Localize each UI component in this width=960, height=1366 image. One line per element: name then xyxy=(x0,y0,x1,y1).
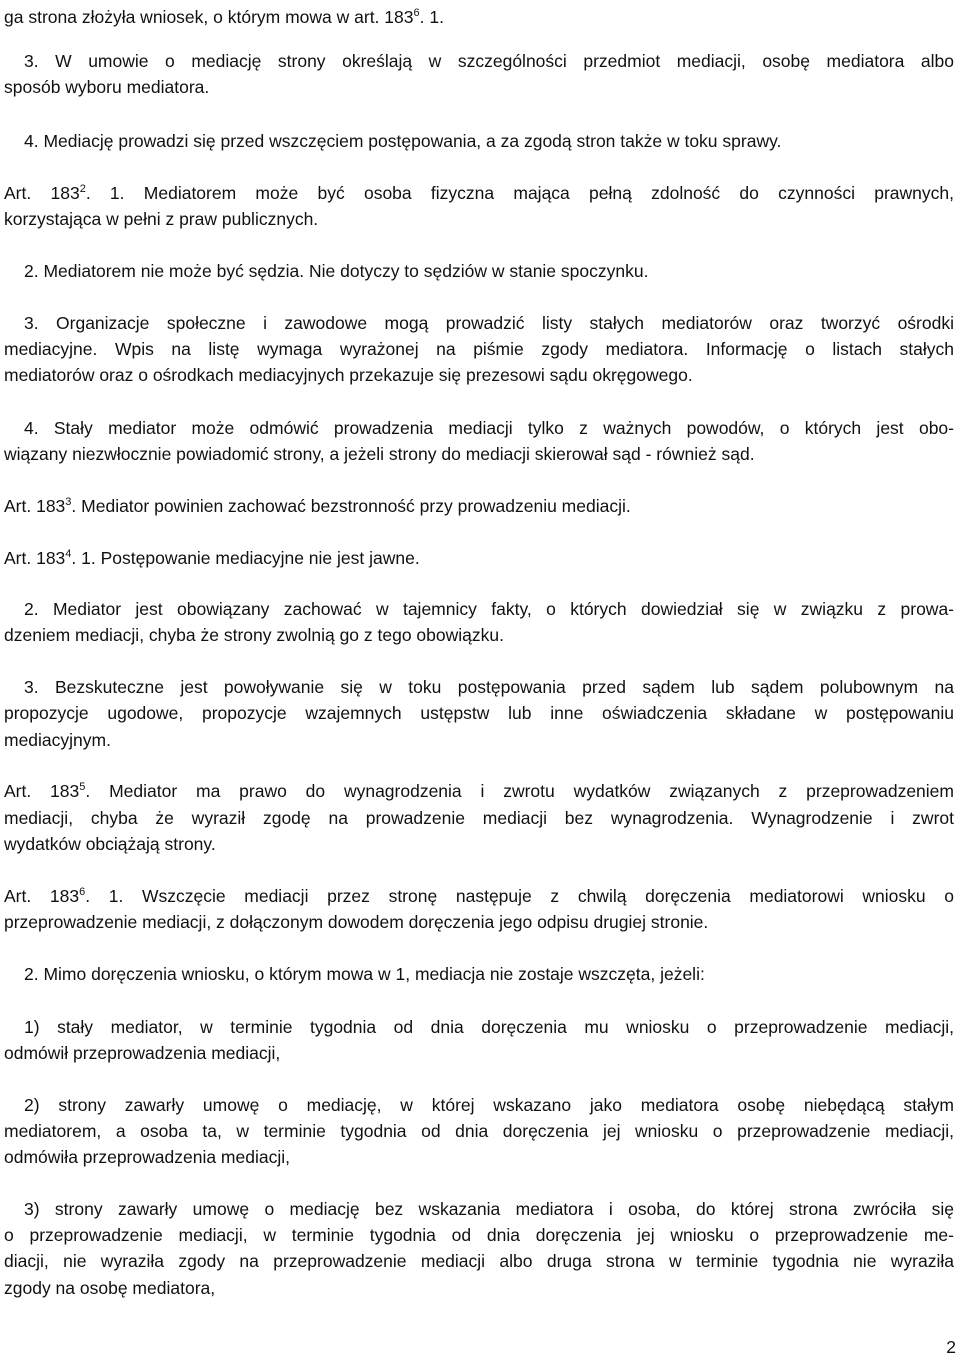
text-line xyxy=(4,674,954,700)
text-line xyxy=(4,1118,954,1144)
text-line xyxy=(4,727,954,753)
text-run: przeprowadzenie mediacji, z dołączonym dowodem doręczenia jego odpisu drugiej stronie. xyxy=(4,912,709,932)
text-run: mediacyjne. Wpis na listę wymaga wyrażonej na piśmie zgody mediatora. Informację o listach stałych xyxy=(4,339,954,359)
text-line xyxy=(4,180,954,206)
text-line xyxy=(4,48,954,74)
text-line xyxy=(4,1144,954,1170)
text-line xyxy=(4,596,954,622)
text-line xyxy=(4,961,954,987)
text-run: korzystająca w pełni z praw publicznych. xyxy=(4,209,319,229)
text-run: Art. 183 xyxy=(4,886,80,906)
text-run: 3. W umowie o mediację strony określają w szczególności przedmiot mediacji, osobę mediatora albo xyxy=(24,51,954,71)
text-run: 2. Mimo doręczenia wniosku, o którym mowa w 1, mediacja nie zostaje wszczęta, jeżeli: xyxy=(24,964,705,984)
text-line xyxy=(4,1196,954,1222)
text-run: 2) strony zawarły umowę o mediację, w której wskazano jako mediatora osobę niebędącą stałym xyxy=(24,1095,954,1115)
text-run: Art. 183 xyxy=(4,183,80,203)
text-line xyxy=(4,493,954,519)
superscript: 6 xyxy=(413,7,420,20)
superscript: 2 xyxy=(79,183,86,196)
text-line xyxy=(4,1040,954,1066)
text-line xyxy=(4,415,954,441)
text-run: mediacyjnym. xyxy=(4,730,111,750)
text-run: dzeniem mediacji, chyba że strony zwolnią go z tego obowiązku. xyxy=(4,625,504,645)
page-number: 2 xyxy=(946,1337,956,1357)
text-run: wiązany niezwłocznie powiadomić strony, a jeżeli strony do mediacji skierował sąd - również sąd. xyxy=(4,444,755,464)
text-line xyxy=(4,700,954,726)
text-run: . 1. xyxy=(419,7,444,27)
text-line xyxy=(4,1092,954,1118)
text-line xyxy=(4,778,954,804)
superscript: 5 xyxy=(79,781,86,794)
text-line xyxy=(4,362,954,388)
text-run: diacji, nie wyraziła zgody na przeprowadzenie mediacji albo druga strona w terminie tygodnia nie wyraziła xyxy=(4,1251,954,1271)
text-line xyxy=(4,1014,954,1040)
text-line xyxy=(4,1222,954,1248)
text-run: 1) stały mediator, w terminie tygodnia od dnia doręczenia mu wniosku o przeprowadzenie mediacji, xyxy=(24,1017,954,1037)
text-run: 3. Organizacje społeczne i zawodowe mogą prowadzić listy stałych mediatorów oraz tworzyć ośrodki xyxy=(24,313,954,333)
text-line xyxy=(4,545,954,571)
text-line xyxy=(4,4,954,30)
text-line xyxy=(4,336,954,362)
text-run: sposób wyboru mediatora. xyxy=(4,77,210,97)
text-line xyxy=(4,883,954,909)
text-run: . 1. Mediatorem może być osoba fizyczna mająca pełną zdolność do czynności prawnych, xyxy=(85,183,954,203)
text-run: 2. Mediator jest obowiązany zachować w tajemnicy fakty, o których dowiedział się w związku z prowa- xyxy=(24,599,954,619)
text-line xyxy=(4,831,954,857)
text-run: . 1. Postępowanie mediacyjne nie jest jawne. xyxy=(71,548,420,568)
text-run: . Mediator ma prawo do wynagrodzenia i zwrotu wydatków związanych z przeprowadzeniem xyxy=(85,781,954,801)
text-run: mediatorów oraz o ośrodkach mediacyjnych przekazuje się prezesowi sądu okręgowego. xyxy=(4,365,693,385)
text-run: propozycje ugodowe, propozycje wzajemnych ustępstw lub inne oświadczenia składane w postępowaniu xyxy=(4,703,954,723)
text-run: mediatorem, a osoba ta, w terminie tygodnia od dnia doręczenia jej wniosku o przeprowadzenie mediacji, xyxy=(4,1121,954,1141)
text-run: . 1. Wszczęcie mediacji przez stronę następuje z chwilą doręczenia mediatorowi wniosku o xyxy=(85,886,954,906)
text-run: 4. Mediację prowadzi się przed wszczęciem postępowania, a za zgodą stron także w toku sprawy. xyxy=(24,131,782,151)
text-run: . Mediator powinien zachować bezstronność przy prowadzeniu mediacji. xyxy=(71,496,631,516)
text-run: 3. Bezskuteczne jest powoływanie się w toku postępowania przed sądem lub sądem polubownym na xyxy=(24,677,954,697)
superscript: 6 xyxy=(79,886,86,899)
text-run: wydatków obciążają strony. xyxy=(4,834,216,854)
text-line xyxy=(4,206,954,232)
superscript: 3 xyxy=(65,496,72,509)
text-line xyxy=(4,310,954,336)
text-run: ga strona złożyła wniosek, o którym mowa w art. 183 xyxy=(4,7,414,27)
text-run: zgody na osobę mediatora, xyxy=(4,1278,216,1298)
text-line xyxy=(4,128,954,154)
text-run: mediacji, chyba że wyraził zgodę na prowadzenie mediacji bez wynagrodzenia. Wynagrodzenie i zwrot xyxy=(4,808,954,828)
text-run: Art. 183 xyxy=(4,781,80,801)
text-run: 2. Mediatorem nie może być sędzia. Nie dotyczy to sędziów w stanie spoczynku. xyxy=(24,261,649,281)
text-line xyxy=(4,441,954,467)
text-run: Art. 183 xyxy=(4,496,66,516)
text-run: odmówił przeprowadzenia mediacji, xyxy=(4,1043,281,1063)
text-run: Art. 183 xyxy=(4,548,66,568)
text-line xyxy=(4,805,954,831)
text-line xyxy=(4,74,954,100)
text-line xyxy=(4,622,954,648)
text-run: o przeprowadzenie mediacji, w terminie tygodnia od dnia doręczenia jej wniosku o przeprowadzenie me- xyxy=(4,1225,954,1245)
superscript: 4 xyxy=(65,548,72,561)
text-line xyxy=(4,1248,954,1274)
text-line xyxy=(4,1275,954,1301)
text-line xyxy=(4,258,954,284)
text-run: odmówiła przeprowadzenia mediacji, xyxy=(4,1147,290,1167)
text-run: 3) strony zawarły umowę o mediację bez wskazania mediatora i osoba, do której strona zwróciła się xyxy=(24,1199,954,1219)
text-line xyxy=(4,909,954,935)
text-run: 4. Stały mediator może odmówić prowadzenia mediacji tylko z ważnych powodów, o których jest obo- xyxy=(24,418,954,438)
